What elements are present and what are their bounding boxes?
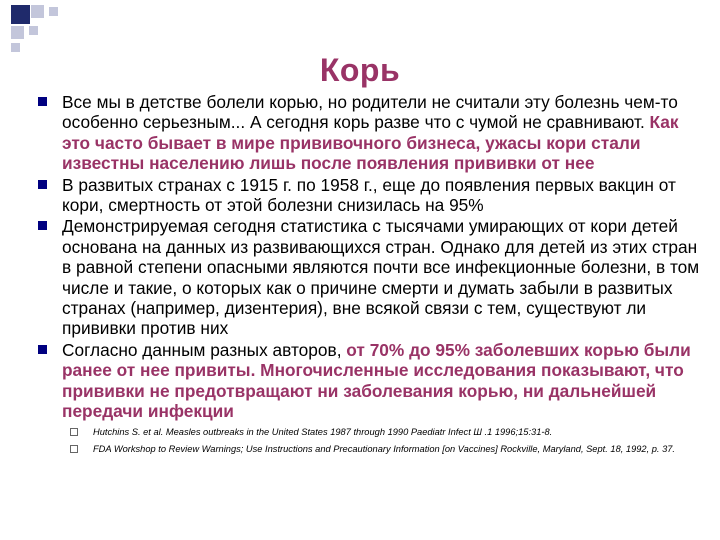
bullet-square-icon xyxy=(38,180,47,189)
slide-title: Корь xyxy=(319,52,401,88)
bullet-item xyxy=(36,175,704,216)
hollow-square-icon xyxy=(70,445,78,453)
reference-list xyxy=(36,426,704,456)
bullet-item xyxy=(36,340,704,422)
decor-square xyxy=(11,5,30,24)
bullet-text: В развитых странах с 1915 г. по 1958 г., еще до появления первых вакцин от кори, смертность от этой болезни снизилась на 95% xyxy=(62,174,676,216)
bullet-text: Все мы в детстве болели корью, но родители не считали эту болезнь чем-то особенно серьезным... А сегодня корь разве что с чумой не сравнивают. xyxy=(62,92,678,133)
decor-square xyxy=(31,5,44,18)
bullet-square-icon xyxy=(38,97,47,106)
bullet-list xyxy=(36,92,704,456)
reference-text: Hutchins S. et al. Measles outbreaks in the United States 1987 through 1990 Paediatr Infect Ш .1 1996;15:31-8. xyxy=(93,426,553,437)
reference-item xyxy=(36,443,704,456)
reference-text: FDA Workshop to Review Warnings; Use Instructions and Precautionary Information [on Vaccines] Rockville, Maryland, Sept. 18, 1992, p. 37. xyxy=(93,443,676,454)
decor-square xyxy=(49,7,58,16)
bullet-item xyxy=(36,92,704,174)
bullet-item xyxy=(36,216,704,338)
bullet-square-icon xyxy=(38,345,47,354)
reference-item xyxy=(36,426,704,439)
decor-square xyxy=(11,26,24,39)
decor-square xyxy=(11,43,20,52)
decor-square xyxy=(29,26,38,35)
decorative-squares xyxy=(0,0,720,60)
hollow-square-icon xyxy=(70,428,78,436)
bullet-text: Согласно данным разных авторов, xyxy=(62,339,342,360)
bullet-text: Демонстрируемая сегодня статистика с тысячами умирающих от кори детей основана на данных из развивающихся стран. Однако для детей из этих стран в равной степени опасными являются почти все инфекционные болезни, в том числе и такие, о которых как о причине смерти и думать забыли в развитых странах (например, дизентерия), вне всякой связи с тем, существуют ли прививки против них xyxy=(62,216,700,339)
bullet-emphasis: Как это часто бывает в мире прививочного бизнеса, ужасы кори стали известны населению лишь после появления прививки от нее xyxy=(62,112,679,174)
bullet-square-icon xyxy=(38,221,47,230)
bullet-emphasis: от 70% до 95% заболевших корью были ранее от нее привиты. Многочисленные исследования показывают, что прививки не предотвращают ни заболевания корью, ни дальнейшей передачи инфекции xyxy=(62,339,691,422)
